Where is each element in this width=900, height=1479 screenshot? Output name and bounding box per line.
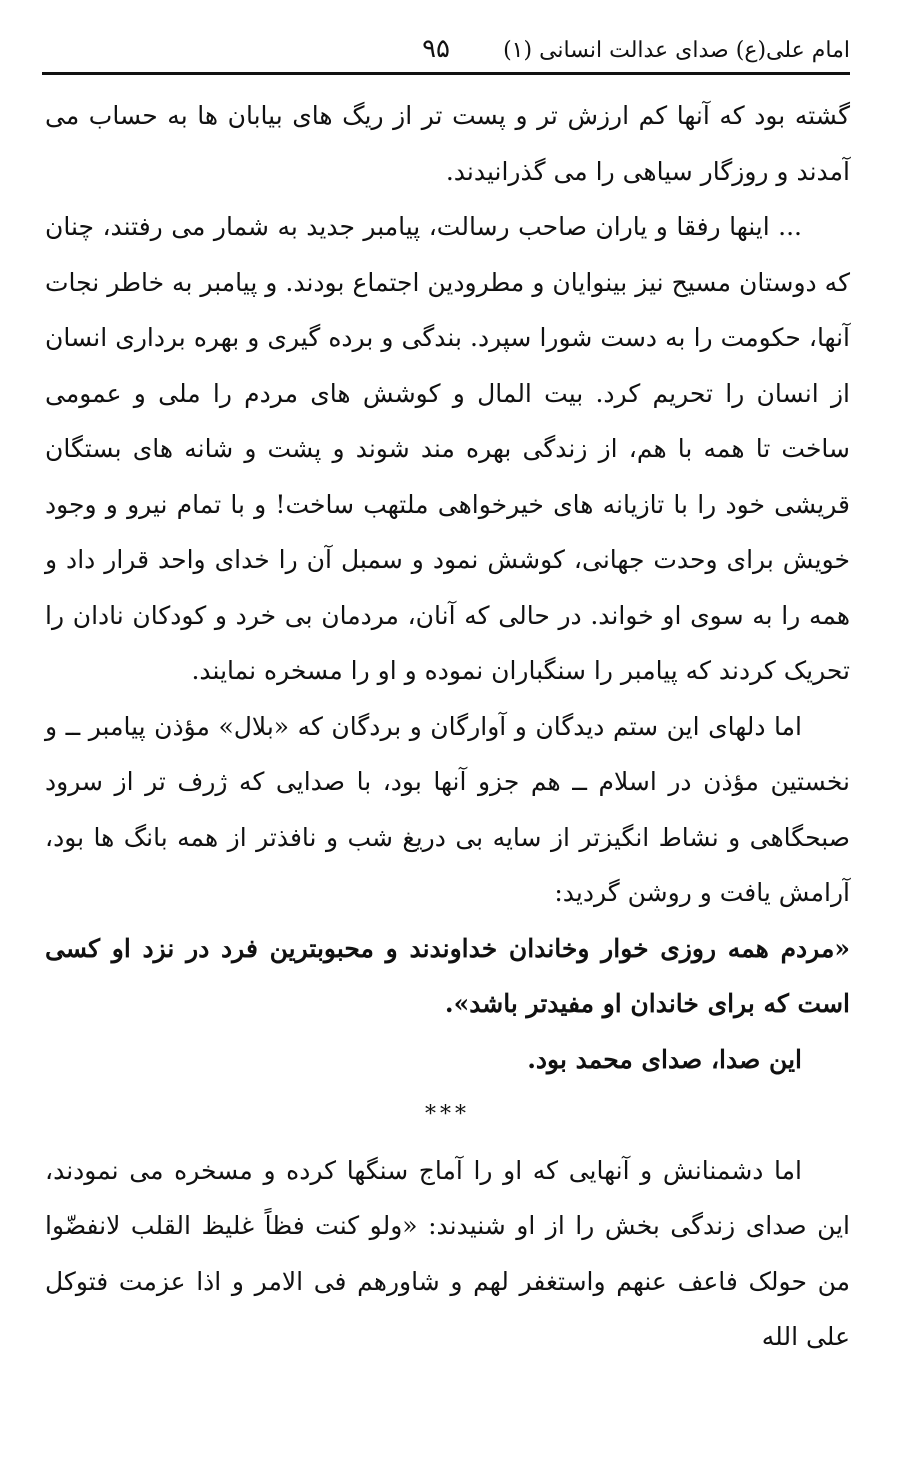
running-title: امام علی(ع) صدای عدالت انسانی (۱) — [503, 38, 850, 63]
bold-quote: «مردم همه روزی خوار وخاندان خداوندند و محبوبترین فرد در نزد او کسی است که برای خاندان او مفیدتر باشد». — [45, 933, 850, 1018]
closing-line: این صدا، صدای محمد بود. — [527, 1044, 802, 1074]
section-separator: *** — [425, 1102, 470, 1127]
paragraph-1: گشته بود که آنها کم ارزش تر و پست تر از ریگ های بیابان ها به حساب می آمدند و روزگار سیاهی را می گذرانیدند. — [45, 101, 850, 186]
paragraph-2: ... اینها رفقا و یاران صاحب رسالت، پیامبر جدید به شمار می رفتند، چنان که دوستان مسیح نیز بینوایان و مطرودین اجتماع بودند. و پیامبر به خاطر نجات آنها، حکومت را به دست شورا سپرد. بندگی و برده گیری و بهره برداری انسان از انسان را تحریم کرد. بیت المال و کوشش های مردم را ملی و عمومی ساخت تا همه با هم، از زندگی بهره مند شوند و پشت و شانه های بستگان قریشی خود را با تازیانه های خیرخواهی ملتهب ساخت! و با تمام نیرو و وجود خویش برای وحدت جهانی، کوشش نمود و سمبل آن را خدای واحد قرار داد و همه را به سوی او خواند. در حالی که آنان، مردمان بی خرد و کودکان نادان را تحریک کردند که پیامبر را سنگباران نموده و او را مسخره نمایند. — [45, 212, 850, 685]
page-body — [45, 88, 850, 1365]
page-number: ۹۵ — [422, 34, 450, 64]
header-rule — [42, 72, 850, 75]
paragraph-3: اما دلهای این ستم دیدگان و آوارگان و بردگان که «بلال» مؤذن پیامبر ــ و نخستین مؤذن در اسلام ــ هم جزو آنها بود، با صدایی که ژرف تر از سرود صبحگاهی و نشاط انگیزتر از سایه بی دریغ شب و نافذتر از همه بانگ ها بود، آرامش یافت و روشن گردید: — [45, 711, 850, 907]
running-header — [42, 28, 850, 70]
paragraph-4: اما دشمنانش و آنهایی که او را آماج سنگها کرده و مسخره می نمودند، این صدای زندگی بخش را از او شنیدند: «ولو کنت فظاً غلیظ القلب لانفضّوا من حولک فاعف عنهم واستغفر لهم و شاورهم فی الامر و اذا عزمت فتوکل علی الله — [45, 1155, 850, 1351]
